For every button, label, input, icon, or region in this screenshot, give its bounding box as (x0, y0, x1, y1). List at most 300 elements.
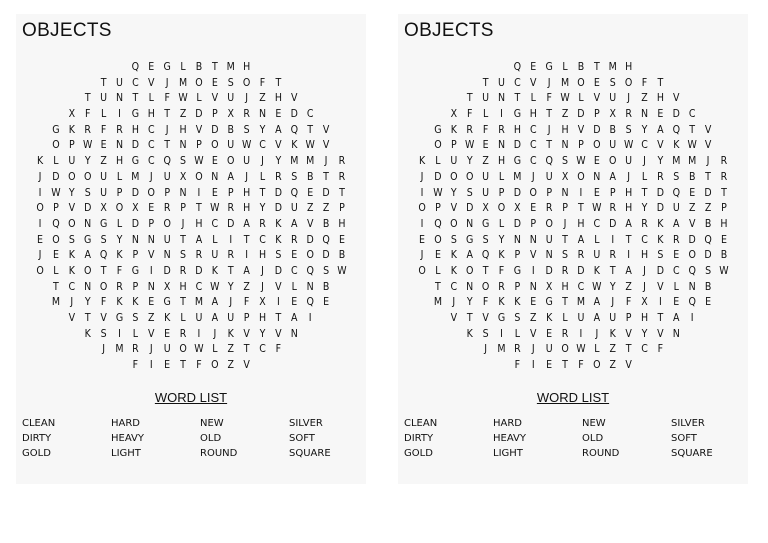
grid-letter: O (577, 76, 585, 89)
grid-letter: J (420, 170, 424, 183)
grid-letter: K (498, 249, 505, 262)
grid-letter: W (194, 343, 204, 356)
grid-letter: C (290, 264, 298, 277)
grid-letter: B (322, 280, 330, 293)
grid-letter: M (51, 296, 60, 309)
grid-letter: X (641, 296, 648, 309)
grid-letter: P (339, 202, 345, 215)
word-list-item: ROUND (582, 448, 620, 459)
grid-letter: Z (100, 155, 107, 168)
grid-letter: A (227, 170, 234, 183)
word-list-item: GOLD (404, 448, 433, 459)
grid-letter: H (243, 186, 251, 199)
grid-letter: P (53, 202, 59, 215)
grid-letter: T (84, 312, 91, 324)
grid-letter: Y (259, 123, 266, 136)
grid-letter: Y (84, 296, 91, 309)
grid-letter: Z (641, 92, 648, 105)
grid-letter: D (274, 186, 283, 199)
grid-letter: K (275, 233, 282, 246)
grid-letter: B (227, 123, 234, 136)
grid-letter: J (229, 296, 233, 309)
grid-letter: D (593, 123, 601, 136)
grid-letter: X (259, 296, 266, 309)
grid-letter: U (609, 139, 617, 152)
grid-letter: O (418, 264, 426, 277)
grid-letter: G (497, 312, 506, 324)
grid-letter: H (179, 280, 187, 293)
grid-letter: P (546, 186, 553, 199)
grid-letter: I (277, 296, 280, 309)
grid-letter: R (227, 202, 234, 215)
grid-letter: R (163, 202, 171, 215)
grid-letter: I (149, 359, 153, 372)
grid-letter: P (530, 217, 537, 230)
grid-letter: R (625, 108, 632, 121)
grid-letter: A (609, 170, 616, 183)
grid-letter: A (577, 233, 585, 246)
grid-letter: S (180, 155, 187, 168)
grid-letter: W (592, 280, 602, 293)
word-list-item: OLD (200, 433, 222, 444)
grid-letter: V (530, 249, 537, 262)
grid-letter: W (83, 139, 93, 152)
grid-letter: P (227, 186, 234, 199)
grid-letter: V (148, 76, 155, 89)
grid-letter: T (180, 296, 186, 309)
word-list-item: SOFT (289, 433, 315, 444)
grid-letter: I (627, 249, 631, 262)
grid-letter: P (180, 202, 186, 215)
grid-letter: O (36, 202, 44, 215)
grid-letter: A (195, 233, 203, 246)
grid-letter: U (450, 155, 458, 168)
grid-row (398, 154, 748, 170)
grid-letter: S (323, 264, 330, 277)
grid-letter: L (180, 312, 186, 324)
grid-letter: X (514, 202, 521, 215)
grid-letter: N (672, 327, 680, 340)
grid-letter: V (657, 280, 664, 293)
grid-letter: J (547, 123, 551, 136)
grid-letter: W (719, 264, 729, 277)
grid-letter: J (563, 217, 567, 230)
grid-letter: V (577, 123, 585, 136)
grid-letter: A (211, 312, 219, 324)
grid-letter: D (434, 170, 442, 183)
grid-letter: Z (530, 312, 537, 324)
grid-letter: N (147, 280, 155, 293)
grid-letter: F (641, 76, 648, 89)
grid-letter: F (196, 359, 202, 372)
grid-letter: O (624, 76, 633, 89)
grid-letter: U (545, 233, 553, 246)
grid-letter: C (147, 139, 155, 152)
grid-row (16, 342, 366, 358)
grid-letter: U (672, 202, 680, 215)
grid-letter: J (484, 343, 487, 356)
grid-letter: Q (306, 264, 314, 277)
grid-letter: G (481, 217, 490, 230)
grid-row (16, 295, 366, 311)
grid-row (16, 91, 366, 107)
grid-letter: J (165, 123, 169, 136)
grid-letter: K (418, 155, 426, 168)
grid-letter: N (466, 280, 474, 293)
grid-letter: Z (148, 312, 155, 324)
grid-letter: O (593, 139, 601, 152)
grid-letter: T (562, 233, 568, 246)
word-list-item: SQUARE (289, 448, 331, 459)
grid-letter: I (420, 217, 424, 230)
grid-row (398, 60, 748, 76)
grid-letter: R (195, 249, 203, 262)
grid-letter: W (433, 186, 443, 199)
grid-letter: T (562, 359, 568, 372)
grid-letter: S (275, 249, 282, 262)
grid-letter: H (640, 249, 649, 262)
grid-row (398, 342, 748, 358)
grid-letter: L (148, 92, 154, 105)
grid-letter: O (99, 280, 108, 293)
grid-letter: T (180, 359, 186, 372)
grid-letter: T (657, 312, 664, 324)
grid-letter: D (656, 202, 665, 215)
grid-letter: D (274, 264, 283, 277)
grid-letter: K (84, 327, 91, 340)
grid-letter: D (290, 108, 298, 121)
grid-letter: R (116, 280, 123, 293)
grid-letter: Z (227, 359, 234, 372)
grid-letter: E (482, 139, 489, 152)
grid-letter: H (338, 217, 346, 230)
grid-letter: J (547, 76, 551, 89)
grid-letter: N (513, 233, 521, 246)
grid-letter: O (481, 280, 490, 293)
grid-letter: C (211, 217, 219, 230)
grid-letter: Z (704, 202, 712, 215)
grid-letter: Y (466, 155, 473, 168)
word-list-item: SILVER (289, 418, 323, 429)
grid-letter: O (242, 76, 251, 89)
grid-letter: K (211, 264, 218, 277)
grid-letter: D (513, 186, 522, 199)
word-list-item: CLEAN (404, 418, 438, 429)
grid-letter: E (37, 233, 44, 246)
grid-letter: Z (609, 343, 616, 356)
word-list-heading: WORD LIST (536, 390, 610, 405)
grid-letter: L (673, 280, 679, 293)
grid-letter: H (529, 108, 537, 121)
grid-letter: P (514, 249, 521, 262)
grid-letter: N (561, 139, 569, 152)
grid-letter: H (258, 249, 267, 262)
grid-letter: H (147, 108, 155, 121)
grid-letter: C (529, 155, 537, 168)
grid-letter: E (164, 327, 171, 340)
grid-letter: A (593, 312, 601, 324)
grid-letter: T (275, 312, 282, 324)
grid-letter: J (261, 280, 264, 293)
grid-letter: D (672, 108, 680, 121)
grid-letter: U (243, 155, 251, 168)
word-list-item: HEAVY (111, 433, 144, 444)
grid-letter: C (688, 108, 696, 121)
grid-letter: D (688, 233, 696, 246)
grid-letter: N (179, 139, 187, 152)
grid-letter: K (275, 217, 282, 230)
grid-letter: J (213, 327, 217, 340)
grid-letter: X (68, 108, 76, 121)
grid-letter: F (100, 296, 107, 309)
word-list-item: SOFT (671, 433, 697, 444)
grid-letter: U (163, 343, 171, 356)
grid-row (16, 186, 366, 202)
grid-letter: R (275, 170, 282, 183)
grid-letter: U (227, 312, 235, 324)
grid-row (16, 170, 366, 186)
grid-letter: E (720, 233, 727, 246)
grid-letter: Q (688, 296, 696, 309)
grid-letter: J (261, 155, 264, 168)
grid-letter: B (704, 217, 712, 230)
puzzle-panel-right (398, 14, 748, 484)
grid-letter: O (179, 343, 187, 356)
grid-letter: O (52, 139, 60, 152)
word-list-item: SQUARE (671, 448, 713, 459)
grid-letter: L (259, 170, 266, 183)
grid-letter: B (322, 217, 330, 230)
grid-letter: Q (672, 123, 680, 136)
puzzle-title: OBJECTS (22, 20, 112, 41)
grid-letter: U (609, 312, 617, 324)
grid-letter: X (450, 108, 458, 121)
grid-letter: T (435, 280, 441, 293)
grid-letter: I (38, 217, 42, 230)
grid-letter: F (84, 108, 91, 121)
grid-letter: U (545, 343, 553, 356)
grid-letter: T (243, 343, 250, 356)
grid-letter: H (243, 202, 251, 215)
grid-letter: J (531, 343, 535, 356)
grid-letter: W (623, 139, 634, 152)
grid-letter: T (466, 312, 473, 324)
grid-letter: J (643, 264, 646, 277)
grid-letter: Q (545, 155, 553, 168)
word-list (22, 417, 362, 461)
grid-letter: X (163, 280, 171, 293)
grid-letter: N (147, 233, 155, 246)
grid-letter: L (498, 217, 505, 230)
grid-letter: T (705, 170, 711, 183)
grid-letter: M (178, 76, 188, 89)
grid-letter: S (609, 76, 616, 89)
grid-letter: U (609, 92, 617, 105)
grid-row (16, 107, 366, 123)
grid-letter: O (211, 359, 219, 372)
grid-letter: F (498, 264, 505, 277)
grid-letter: N (529, 280, 537, 293)
grid-letter: V (530, 76, 537, 89)
grid-letter: V (322, 123, 330, 136)
grid-letter: J (611, 296, 615, 309)
grid-letter: P (196, 139, 202, 152)
grid-letter: H (258, 312, 267, 324)
grid-letter: N (306, 280, 314, 293)
grid-letter: D (306, 233, 314, 246)
grid-letter: T (625, 233, 632, 246)
grid-letter: C (593, 217, 601, 230)
grid-letter: K (450, 249, 457, 262)
grid-letter: B (688, 170, 696, 183)
grid-row (398, 138, 748, 154)
grid-letter: N (466, 217, 474, 230)
grid-letter: B (306, 170, 314, 183)
grid-letter: U (593, 249, 601, 262)
grid-letter: V (657, 139, 664, 152)
grid-letter: H (561, 280, 569, 293)
grid-letter: C (450, 280, 458, 293)
grid-letter: J (627, 92, 631, 105)
grid-letter: R (514, 343, 521, 356)
grid-letter: B (609, 123, 616, 136)
grid-letter: R (243, 108, 250, 121)
grid-letter: R (227, 249, 234, 262)
grid-letter: L (100, 108, 107, 121)
grid-letter: G (163, 61, 171, 73)
grid-letter: H (195, 217, 203, 230)
grid-letter: V (688, 217, 696, 230)
word-list-item: GOLD (22, 448, 51, 459)
grid-letter: V (211, 92, 219, 105)
grid-letter: P (148, 217, 155, 230)
grid-letter: D (195, 264, 203, 277)
grid-letter: Y (641, 202, 648, 215)
grid-row (16, 123, 366, 139)
grid-letter: I (690, 312, 694, 324)
grid-letter: R (545, 202, 553, 215)
grid-letter: R (466, 123, 473, 136)
grid-letter: Q (306, 296, 314, 309)
grid-letter: F (259, 76, 266, 89)
grid-letter: D (84, 202, 92, 215)
grid-letter: M (608, 61, 617, 73)
grid-letter: D (322, 249, 330, 262)
grid-letter: L (594, 233, 600, 246)
grid-letter: R (179, 327, 187, 340)
grid-letter: I (531, 359, 535, 372)
grid-letter: Y (116, 233, 123, 246)
grid-letter: S (132, 312, 139, 324)
grid-letter: I (229, 233, 233, 246)
grid-letter: P (498, 186, 505, 199)
grid-letter: G (434, 123, 442, 136)
grid-letter: O (147, 186, 155, 199)
grid-letter: D (545, 264, 553, 277)
grid-letter: A (625, 217, 632, 230)
grid-letter: M (290, 155, 299, 168)
grid-row (398, 233, 748, 249)
grid-letter: E (211, 76, 218, 89)
grid-letter: T (53, 280, 59, 293)
grid-letter: W (465, 139, 475, 152)
grid-row (16, 264, 366, 280)
grid-letter: O (450, 217, 458, 230)
grid-letter: J (643, 280, 646, 293)
grid-letter: J (181, 217, 185, 230)
grid-row (16, 201, 366, 217)
grid-letter: C (132, 76, 139, 89)
grid-letter: N (545, 249, 553, 262)
grid-letter: C (641, 233, 648, 246)
grid-letter: E (546, 327, 553, 340)
grid-letter: F (275, 343, 282, 356)
grid-letter: H (640, 312, 649, 324)
grid-letter: A (625, 264, 632, 277)
grid-letter: S (68, 233, 75, 246)
grid-letter: N (497, 139, 506, 152)
grid-letter: N (688, 280, 696, 293)
grid-letter: P (593, 108, 600, 121)
grid-letter: I (197, 327, 201, 340)
grid-letter: V (306, 217, 314, 230)
grid-letter: T (482, 76, 489, 89)
grid-letter: J (38, 249, 42, 262)
grid-letter: I (579, 186, 583, 199)
grid-letter: J (165, 76, 169, 89)
grid-letter: Y (450, 186, 457, 199)
grid-letter: N (640, 108, 649, 121)
grid-letter: M (306, 155, 315, 168)
grid-letter: V (195, 123, 203, 136)
grid-letter: U (290, 202, 298, 215)
grid-letter: E (419, 233, 426, 246)
grid-letter: S (180, 249, 187, 262)
grid-letter: F (116, 264, 123, 277)
grid-letter: T (641, 186, 648, 199)
grid-letter: H (243, 61, 251, 73)
grid-letter: K (164, 312, 171, 324)
grid-letter: J (452, 296, 456, 309)
grid-row (398, 248, 748, 264)
grid-letter: E (52, 249, 59, 262)
grid-letter: L (530, 92, 536, 105)
grid-letter: Y (498, 233, 505, 246)
grid-letter: E (593, 155, 600, 168)
grid-letter: Q (131, 61, 140, 73)
grid-letter: P (132, 280, 139, 293)
grid-letter: R (338, 170, 346, 183)
grid-letter: M (194, 296, 204, 309)
grid-row (398, 123, 748, 139)
grid-letter: Y (275, 155, 282, 168)
grid-letter: E (593, 76, 600, 89)
grid-letter: H (179, 123, 187, 136)
grid-letter: Y (657, 155, 664, 168)
grid-letter: G (99, 217, 108, 230)
grid-letter: E (211, 186, 218, 199)
grid-letter: M (688, 155, 697, 168)
grid-letter: H (656, 92, 664, 105)
grid-letter: L (212, 233, 218, 246)
grid-letter: C (672, 264, 680, 277)
grid-letter: E (673, 249, 680, 262)
grid-letter: G (545, 296, 553, 309)
grid-letter: E (673, 296, 680, 309)
grid-letter: E (434, 249, 441, 262)
grid-letter: J (324, 155, 328, 168)
grid-letter: D (274, 202, 283, 215)
